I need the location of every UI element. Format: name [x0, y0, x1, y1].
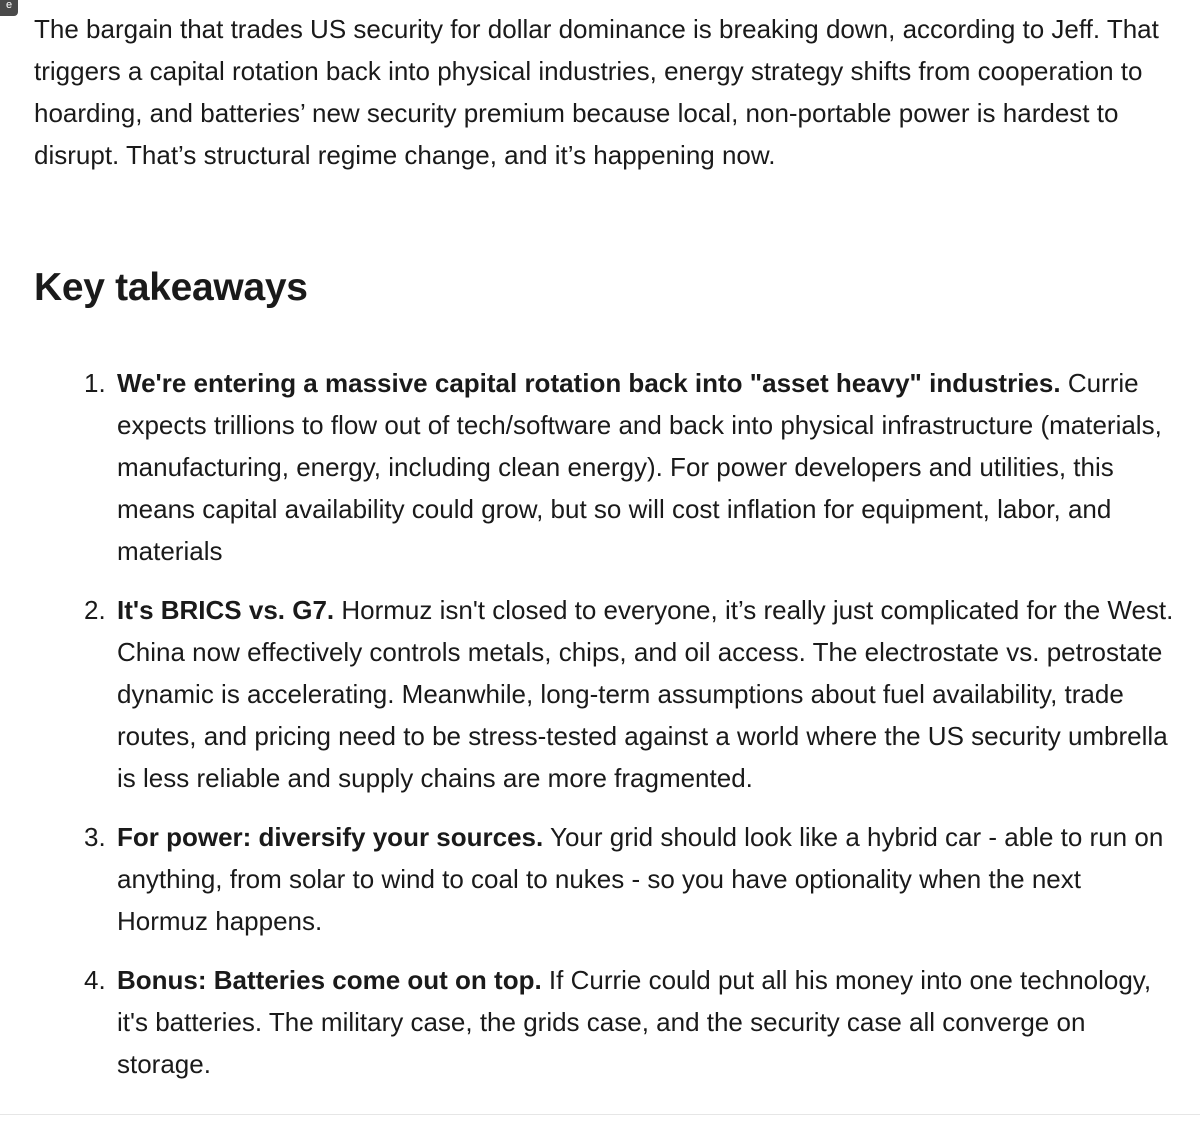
takeaway-item-1	[34, 362, 1174, 572]
takeaway-lead: It's BRICS vs. G7.	[117, 595, 335, 625]
takeaway-item-2	[34, 589, 1174, 799]
list-number: 3.	[84, 822, 106, 852]
takeaway-item-3	[34, 816, 1174, 942]
takeaway-lead: For power: diversify your sources.	[117, 822, 544, 852]
list-number: 1.	[84, 368, 106, 398]
takeaway-lead: Bonus: Batteries come out on top.	[117, 965, 542, 995]
takeaway-body: Currie expects trillions to flow out of tech/software and back into physical infrastructure (materials, manufacturing, energy, including clean energy). For power developers and utilities, this means capital availability could grow, but so will cost inflation for equipment, labor, and materials	[117, 368, 1162, 566]
list-number: 2.	[84, 595, 106, 625]
article-body	[34, 8, 1174, 1079]
takeaway-body: Your grid should look like a hybrid car - able to run on anything, from solar to wind to coal to nukes - so you have optionality when the next Hormuz happens.	[117, 822, 1164, 936]
bottom-divider	[0, 1114, 1200, 1115]
corner-badge: e	[0, 0, 18, 16]
list-number: 4.	[84, 965, 106, 995]
takeaway-body: Hormuz isn't closed to everyone, it’s really just complicated for the West. China now effectively controls metals, chips, and oil access. The electrostate vs. petrostate dynamic is accelerating. Meanwhile, long-term assumptions about fuel availability, trade routes, and pricing need to be stress-tested against a world where the US security umbrella is less reliable and supply chains are more fragmented.	[117, 595, 1174, 793]
key-takeaways-heading: Key takeaways	[34, 266, 308, 309]
takeaway-body: If Currie could put all his money into one technology, it's batteries. The military case, the grids case, and the security case all converge on storage.	[117, 965, 1152, 1079]
takeaway-lead: We're entering a massive capital rotation back into "asset heavy" industries.	[117, 368, 1061, 398]
intro-paragraph: The bargain that trades US security for dollar dominance is breaking down, according to Jeff. That triggers a capital rotation back into physical industries, energy strategy shifts from cooperation to hoarding, and batteries’ new security premium because local, non-portable power is hardest to disrupt. That’s structural regime change, and it’s happening now.	[34, 14, 1159, 170]
takeaways-list	[34, 362, 1174, 1102]
takeaway-item-4	[34, 959, 1174, 1085]
